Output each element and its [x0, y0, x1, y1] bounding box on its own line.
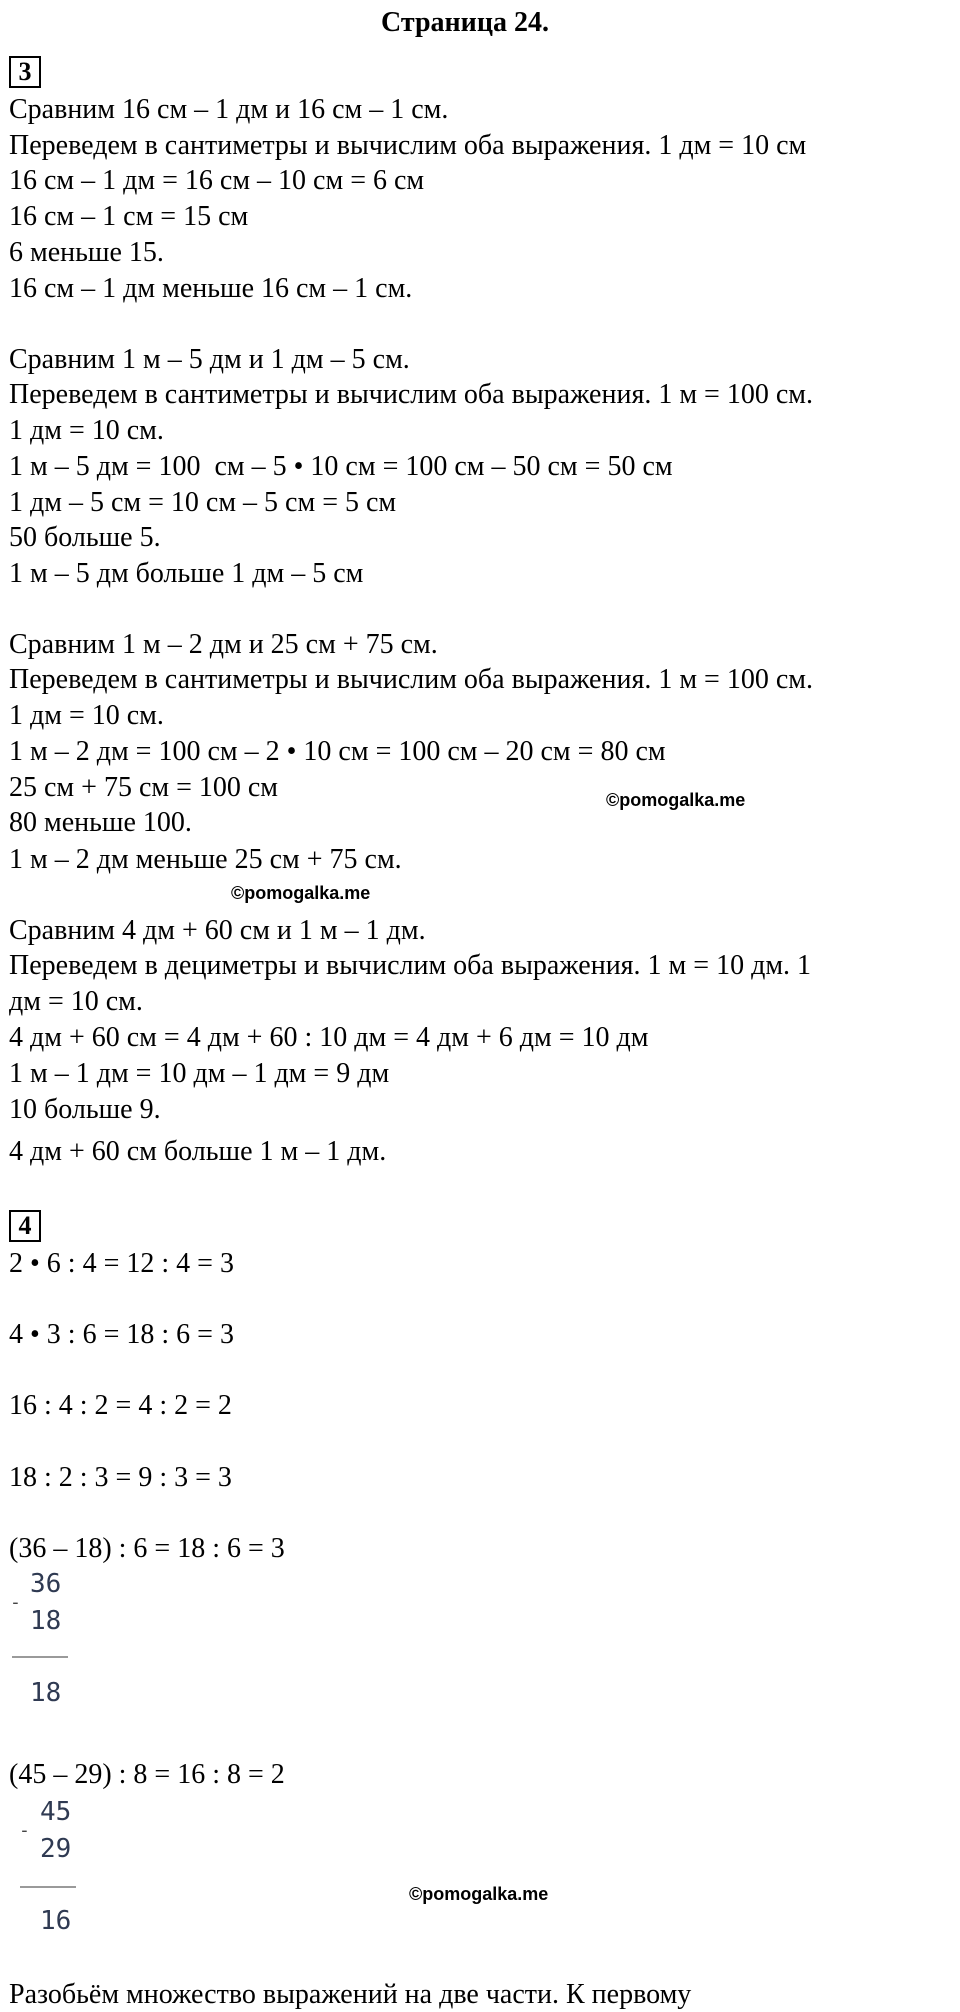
watermark: ©pomogalka.me: [409, 1884, 549, 1904]
text-line: Сравним 1 м – 5 дм и 1 дм – 5 см.: [9, 344, 410, 375]
text-line: дм = 10 см.: [9, 986, 143, 1017]
column-subtrahend: 29: [40, 1834, 72, 1864]
text-line: Переведем в сантиметры и вычислим оба выражения. 1 дм = 10 см: [9, 130, 807, 161]
column-minus-sign: -: [10, 1592, 21, 1613]
text-line: 1 м – 5 дм больше 1 дм – 5 см: [9, 558, 364, 589]
text-line: 1 м – 2 дм = 100 см – 2 • 10 см = 100 см – 20 см = 80 см: [9, 736, 666, 767]
text-line: 4 дм + 60 см больше 1 м – 1 дм.: [9, 1136, 387, 1167]
text-line: 1 дм = 10 см.: [9, 700, 164, 731]
column-divider-line: [20, 1886, 76, 1888]
column-difference: 16: [40, 1906, 72, 1936]
page-title: Страница 24.: [381, 7, 549, 38]
task-4-number: 4: [9, 1210, 41, 1242]
column-minuend: 36: [30, 1569, 62, 1599]
text-line: 1 м – 1 дм = 10 дм – 1 дм = 9 дм: [9, 1058, 390, 1089]
text-line: Переведем в сантиметры и вычислим оба выражения. 1 м = 100 см.: [9, 379, 813, 410]
text-line: Сравним 4 дм + 60 см и 1 м – 1 дм.: [9, 915, 426, 946]
text-line: Разобьём множество выражений на две части. К первому: [9, 1979, 692, 2010]
text-line: 16 : 4 : 2 = 4 : 2 = 2: [9, 1390, 232, 1421]
text-line: Сравним 1 м – 2 дм и 25 см + 75 см.: [9, 629, 438, 660]
text-line: (36 – 18) : 6 = 18 : 6 = 3: [9, 1533, 285, 1564]
text-line: 2 • 6 : 4 = 12 : 4 = 3: [9, 1248, 234, 1279]
text-line: 1 дм = 10 см.: [9, 415, 164, 446]
text-line: 16 см – 1 см = 15 см: [9, 201, 249, 232]
task-3-number: 3: [9, 56, 41, 88]
column-divider-line: [12, 1656, 68, 1658]
text-line: 1 дм – 5 см = 10 см – 5 см = 5 см: [9, 487, 397, 518]
watermark: ©pomogalka.me: [606, 790, 746, 810]
column-subtrahend: 18: [30, 1606, 62, 1636]
column-difference: 18: [30, 1678, 62, 1708]
column-minuend: 45: [40, 1797, 72, 1827]
watermark: ©pomogalka.me: [231, 883, 371, 903]
text-line: 1 м – 5 дм = 100 см – 5 • 10 см = 100 см – 50 см = 50 см: [9, 451, 673, 482]
text-line: 4 • 3 : 6 = 18 : 6 = 3: [9, 1319, 234, 1350]
text-line: 80 меньше 100.: [9, 807, 192, 838]
text-line: 18 : 2 : 3 = 9 : 3 = 3: [9, 1462, 232, 1493]
text-line: 6 меньше 15.: [9, 237, 164, 268]
text-line: 16 см – 1 дм меньше 16 см – 1 см.: [9, 273, 413, 304]
column-minus-sign: -: [19, 1820, 30, 1841]
text-line: Переведем в дециметры и вычислим оба выражения. 1 м = 10 дм. 1: [9, 950, 812, 981]
text-line: Переведем в сантиметры и вычислим оба выражения. 1 м = 100 см.: [9, 664, 813, 695]
text-line: Сравним 16 см – 1 дм и 16 см – 1 см.: [9, 94, 449, 125]
text-line: 50 больше 5.: [9, 522, 161, 553]
text-line: 16 см – 1 дм = 16 см – 10 см = 6 см: [9, 165, 425, 196]
text-line: 25 см + 75 см = 100 см: [9, 772, 279, 803]
text-line: 4 дм + 60 см = 4 дм + 60 : 10 дм = 4 дм + 6 дм = 10 дм: [9, 1022, 649, 1053]
text-line: 10 больше 9.: [9, 1094, 161, 1125]
text-line: 1 м – 2 дм меньше 25 см + 75 см.: [9, 844, 402, 875]
text-line: (45 – 29) : 8 = 16 : 8 = 2: [9, 1759, 285, 1790]
